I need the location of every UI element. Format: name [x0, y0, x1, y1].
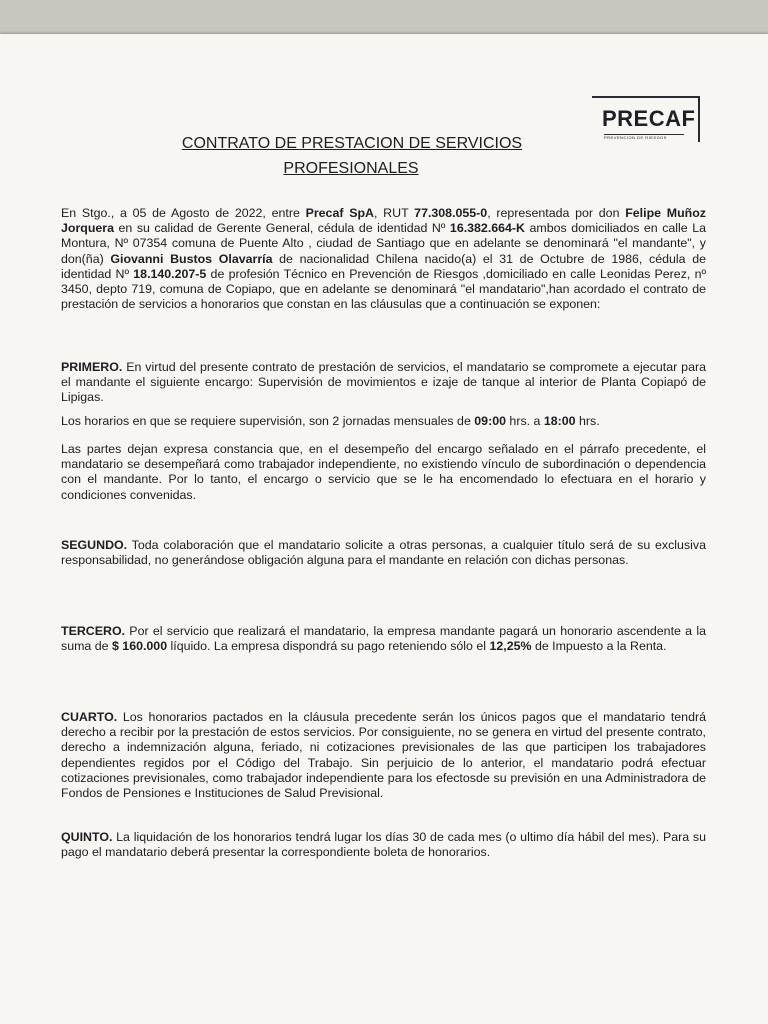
intro-paragraph: En Stgo., a 05 de Agosto de 2022, entre Precaf SpA, RUT 77.308.055-0, representada por don Felipe Muñoz Jorquera en su calidad de Gerente General, cédula de identidad Nº 16.382.664-K ambos domiciliados en calle La Montura, Nº 07354 comuna de Puente Alto , ciudad de Santiago que en adelante se denominará "el mandante", y don(ña) Giovanni Bustos Olavarría de nacionalidad Chilena nacido(a) el 31 de Octubre de 1986, cédula de identidad Nº 18.140.207-5 de profesión Técnico en Prevención de Riesgos ,domiciliado en calle Leonidas Perez, nº 3450, depto 719, comuna de Copiapo, que en adelante se denominará "el mandatario",han acordado el contrato de prestación de servicios a honorarios que constan en las cláusulas que a continuación se exponen:	[61, 206, 707, 312]
worker-id: 18.140.207-5	[133, 266, 207, 281]
clause-label: SEGUNDO.	[61, 538, 128, 552]
logo-subtitle: PREVENCION DE RIESGOS	[604, 135, 667, 140]
schedule-paragraph: Los horarios en que se requiere supervisión, son 2 jornadas mensuales de 09:00 hrs. a 18:00 hrs.	[61, 414, 600, 428]
clause-cuarto: CUARTO. Los honorarios pactados en la cláusula precedente serán los únicos pagos que el mandatario tendrá derecho a recibir por la prestación de estos servicios. Por consiguiente, no se genera en virtud del presente contrato, derecho a indemnización alguna, feriado, ni cotizaciones previsionales de las que participen los trabajadores dependientes regidos por el Código del Trabajo. Sin perjuicio de lo anterior, el mandatario podrá efectuar cotizaciones previsionales, como trabajador independiente para los efectosde su previsión en una Administradora de Fondos de Pensiones e Instituciones de Salud Previsional.	[61, 710, 706, 801]
clause-tercero: TERCERO. Por el servicio que realizará el mandatario, la empresa mandante pagará un honorario ascendente a la suma de $ 160.000 líquido. La empresa dispondrá su pago reteniendo sólo el 12,25% de Impuesto a la Renta.	[61, 624, 706, 654]
contract-title-line1: CONTRATO DE PRESTACION DE SERVICIOS	[181, 135, 523, 152]
clause-label: CUARTO.	[61, 710, 118, 724]
representative-name: Felipe Muñoz Jorquera	[61, 206, 706, 236]
document-page	[0, 34, 768, 1024]
worker-name: Giovanni Bustos Olavarría	[110, 251, 273, 266]
tax-percentage: 12,25%	[489, 639, 532, 654]
clause-label: QUINTO.	[61, 830, 113, 844]
clause-quinto: QUINTO. La liquidación de los honorarios tendrá lugar los días 30 de cada mes (o ultimo día hábil del mes). Para su pago el mandatario deberá presentar la correspondiente boleta de honorarios.	[61, 830, 706, 860]
independence-paragraph: Las partes dejan expresa constancia que, en el desempeño del encargo señalado en el párrafo precedente, el mandatario se desempeñará como trabajador independiente, no existiendo vínculo de subordinación o dependencia con el mandante. Por lo tanto, el encargo o servicio que se le ha encomendado lo efectuara en el horario y condiciones convenidas.	[61, 442, 706, 502]
contract-title-line2: PROFESIONALES	[283, 160, 419, 177]
fee-amount: $ 160.000	[111, 639, 168, 654]
company-rut: 77.308.055-0	[414, 206, 488, 220]
start-time: 09:00	[474, 414, 506, 428]
end-time: 18:00	[543, 414, 576, 428]
clause-primero: PRIMERO. En virtud del presente contrato de prestación de servicios, el mandatario se compromete a ejecutar para el mandante el siguiente encargo: Supervisión de movimientos e izaje de tanque al interior de Planta Copiapó de Lipigas.	[61, 360, 706, 405]
representative-id: 16.382.664-K	[449, 221, 526, 236]
clause-label: PRIMERO.	[61, 360, 123, 374]
clause-segundo: SEGUNDO. Toda colaboración que el mandatario solicite a otras personas, a cualquier título será de su exclusiva responsabilidad, no generándose obligación alguna para el mandante en relación con dichas personas.	[61, 538, 706, 568]
company-name: Precaf SpA	[305, 206, 374, 220]
clause-label: TERCERO.	[61, 624, 126, 638]
logo-wordmark: PRECAF	[602, 106, 696, 131]
